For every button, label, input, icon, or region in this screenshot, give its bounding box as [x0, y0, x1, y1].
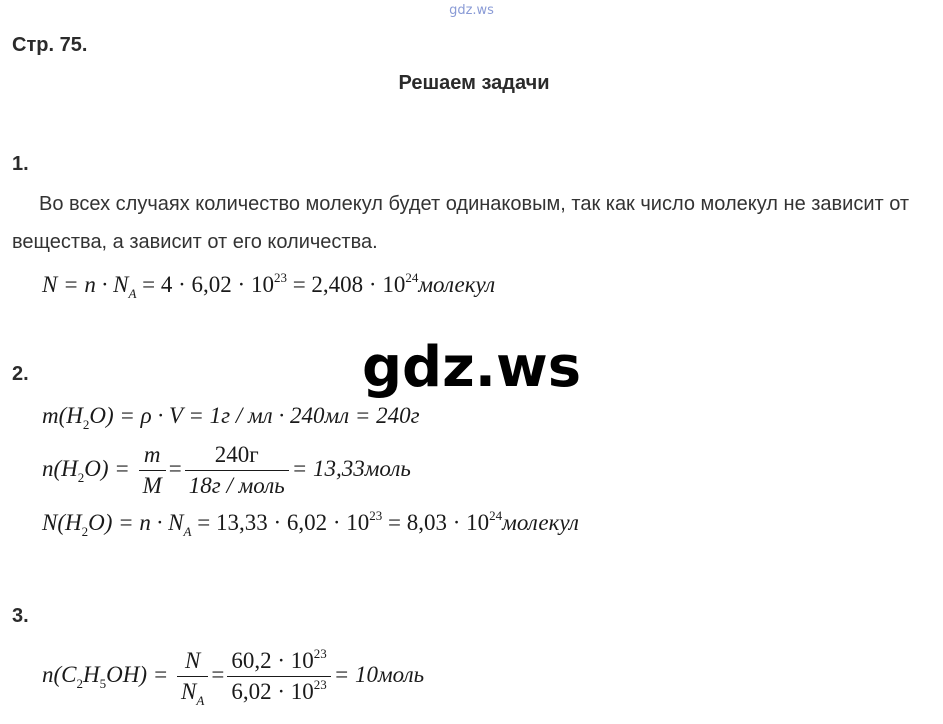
- page-label: Стр. 75.: [12, 34, 88, 56]
- p2-l3-exp2: 24: [489, 508, 503, 523]
- p2-l2-b: O) =: [84, 455, 136, 481]
- p3-frac2-num-text: 60,2 · 10: [231, 648, 314, 673]
- problem-2-line-1: [42, 403, 420, 432]
- p2-l2-frac2-num: 240г: [185, 442, 289, 471]
- problem-3-number: 3.: [12, 605, 29, 627]
- p3-eq: =: [211, 661, 225, 687]
- p2-l3-sub-a: A: [183, 524, 192, 539]
- p2-l2-eq: =: [168, 455, 182, 481]
- p2-l2-frac1-den: M: [142, 473, 162, 498]
- p2-l3-b: O) = n · N: [88, 510, 184, 535]
- p2-l2-frac1-num: m: [139, 442, 166, 471]
- p2-l1-a: m(H: [42, 403, 83, 428]
- watermark-center: gdz.ws: [361, 335, 582, 400]
- p2-l2-frac2-den: 18г / моль: [188, 473, 285, 498]
- problem-2-line-3: [42, 508, 579, 539]
- p3-frac1-den: [177, 677, 208, 708]
- p3-fraction-2: [227, 648, 330, 705]
- problem-1-text-content: Во всех случаях количество молекул будет одинаковым, так как число молекул не зависит от вещества, а зависит от его количества.: [12, 193, 910, 253]
- p1-formula-exp1: 23: [273, 270, 287, 285]
- p3-sub2: 2: [76, 675, 83, 691]
- p2-l3-sub: 2: [81, 524, 89, 539]
- p2-l2-fraction-2: [185, 442, 289, 499]
- p2-l3-unit: молекул: [502, 510, 579, 535]
- p1-formula-sub: A: [128, 286, 137, 301]
- problem-3-formula: [42, 646, 425, 708]
- problem-1-formula: [42, 270, 496, 301]
- p2-l3-exp1: 23: [369, 508, 383, 523]
- p3-frac1-den-text: N: [181, 679, 197, 704]
- p2-l3-d: = 8,03 · 10: [382, 510, 490, 535]
- p1-formula-mid: = 4 · 6,02 · 10: [136, 272, 274, 297]
- p2-l1-sub: 2: [82, 417, 90, 432]
- problem-1-number: 1.: [12, 153, 29, 175]
- p3-result: = 10моль: [333, 661, 425, 687]
- p3-frac2-den-text: 6,02 · 10: [231, 679, 314, 704]
- p1-formula-lhs: N = n · N: [42, 272, 129, 297]
- p3-frac2-num-exp: 23: [313, 646, 327, 661]
- problem-2-line-2: [42, 442, 411, 499]
- p2-l3-a: N(H: [42, 510, 82, 535]
- p2-l1-b: O) = ρ · V = 1г / мл · 240мл = 240г: [89, 403, 420, 428]
- p3-sub5: 5: [99, 675, 107, 691]
- p2-l3-c: = 13,33 · 6,02 · 10: [191, 510, 370, 535]
- p3-frac2-den-exp: 23: [313, 677, 327, 692]
- p2-l2-fraction-1: [139, 442, 166, 499]
- p3-frac1-num: N: [177, 648, 208, 677]
- problem-1-text: [12, 185, 937, 261]
- section-heading: Решаем задачи: [398, 72, 550, 94]
- p3-frac2-num: [227, 648, 330, 677]
- p3-c: OH) =: [106, 661, 175, 687]
- p3-fraction-1: [177, 648, 208, 708]
- p3-frac1-den-sub: A: [196, 693, 205, 708]
- watermark-top: gdz.ws: [449, 3, 494, 18]
- p3-frac2-den: [227, 677, 330, 705]
- p1-formula-exp2: 24: [405, 270, 419, 285]
- p3-b: H: [83, 661, 100, 687]
- p2-l2-sub: 2: [77, 469, 85, 485]
- p3-a: n(C: [42, 661, 77, 687]
- p1-formula-eq: = 2,408 · 10: [286, 272, 406, 297]
- p2-l2-result: = 13,33моль: [291, 455, 411, 481]
- p2-l2-a: n(H: [42, 455, 78, 481]
- p1-formula-unit: молекул: [418, 272, 496, 297]
- problem-2-number: 2.: [12, 363, 29, 385]
